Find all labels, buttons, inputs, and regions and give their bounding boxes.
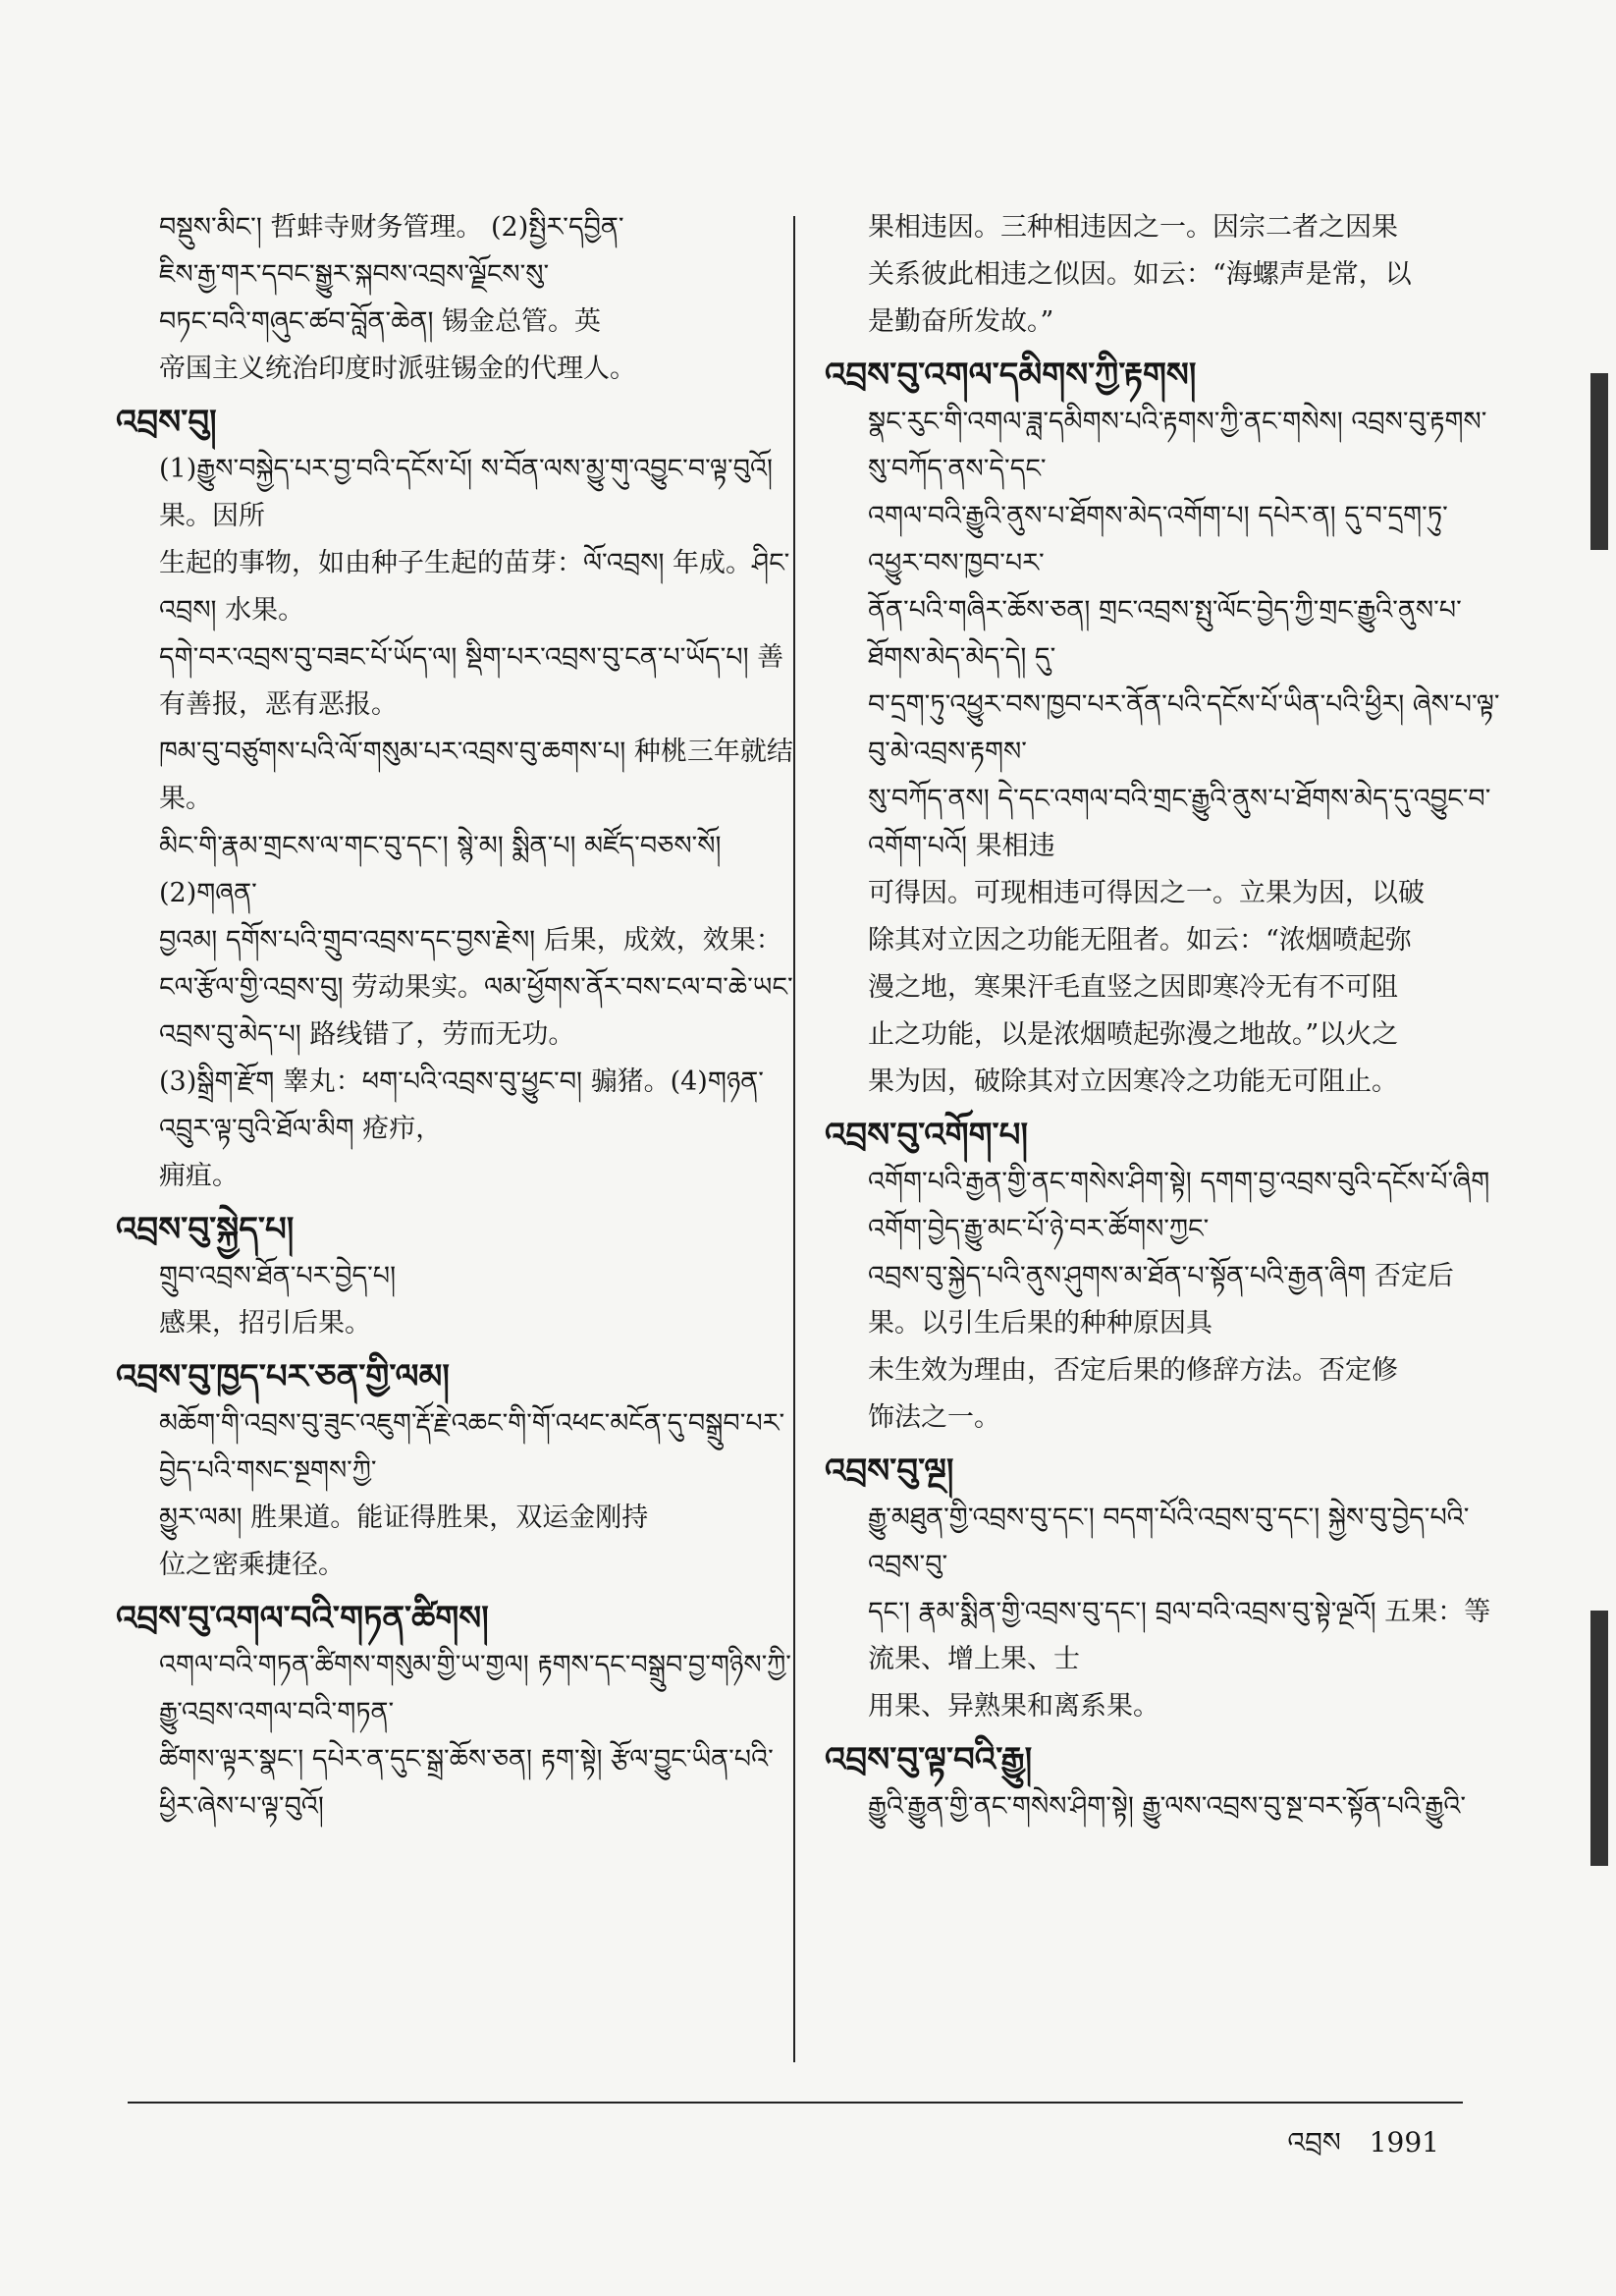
- entry-line: བ་དྲག་ཏུ་འཕྱུར་བས་ཁྱབ་པར་ནོན་པའི་དངོས་པོ་ཡིན་པའི་ཕྱིར། ཞེས་པ་ལྟ་བུ་མེ་འབྲས་རྟགས་: [868, 689, 1500, 767]
- entry-line: སྣང་རུང་གི་འགལ་ཟླ་དམིགས་པའི་རྟགས་ཀྱི་ནང་གསེས། འབྲས་བུ་རྟགས་སུ་བཀོད་ནས་དེ་དང་: [868, 407, 1487, 484]
- entry: [116, 399, 793, 1200]
- entry-line: 是勤奋所发故。”: [868, 306, 1054, 337]
- entry-headword: འབྲས་བུ་སྐྱེད་པ།: [116, 1210, 295, 1249]
- entry: [825, 1112, 1502, 1442]
- entry-line: 痈疽。: [159, 1161, 239, 1191]
- entry-line: 帝国主义统治印度时派驻锡金的代理人。: [159, 354, 636, 384]
- entry-line: ནོན་པའི་གཞིར་ཆོས་ཅན། གྲང་འབྲས་སྤུ་ལོང་བྱེད་ཀྱི་གྲང་རྒྱུའི་ནུས་པ་ཐོགས་མེད་མེད་དེ། དུ་: [868, 595, 1462, 673]
- entry: [825, 204, 1502, 346]
- entry: [825, 1448, 1502, 1730]
- entry-line: 果为因，破除其对立因寒冷之功能无可阻止。: [868, 1066, 1398, 1097]
- entry-headword: འབྲས་བུ་འགལ་བའི་གཏན་ཚིགས།: [116, 1599, 489, 1638]
- entry: [825, 352, 1502, 1106]
- page-number: 1991: [1369, 2126, 1439, 2159]
- entry-line: 可得因。可现相违可得因之一。立果为因，以破: [868, 878, 1425, 908]
- entry-line: 关系彼此相违之似因。如云：“海螺声是常，以: [868, 259, 1412, 290]
- entry-line: དང་། རྣམ་སྨིན་གྱི་འབྲས་བུ་དང་། བྲལ་བའི་འབྲས་བུ་སྟེ་ལྔའོ། 五果：等流果、增上果、士: [868, 1597, 1491, 1674]
- entry-line: ཇིས་རྒྱ་གར་དབང་སྒྱུར་སྐབས་འབྲས་ལྗོངས་སུ་: [159, 259, 550, 290]
- scan-mark: [1590, 373, 1608, 550]
- entry-line: མཆོག་གི་འབྲས་བུ་ཟུང་འཇུག་རྡོ་རྗེ་འཆང་གི་གོ་འཕང་མངོན་དུ་བསྒྲུབ་པར་བྱེད་པའི་གསང་སྔགས་ཀྱི་: [159, 1408, 785, 1486]
- entry-line: ཁམ་བུ་བཙུགས་པའི་ལོ་གསུམ་པར་འབྲས་བུ་ཆགས་པ། 种桃三年就结果。: [159, 737, 793, 814]
- entry-line: 未生效为理由，否定后果的修辞方法。否定修: [868, 1355, 1398, 1386]
- scan-mark: [1590, 1611, 1608, 1866]
- entry-line: འགོག་པའི་རྒྱན་གྱི་ནང་གསེས་ཤིག་སྟེ། དགག་བྱ་འབྲས་བུའི་དངོས་པོ་ཞིག འགོག་བྱེད་རྒྱུ་མང་པོ་ཉེ་བར་ཚོགས་ཀྱང་: [868, 1167, 1490, 1244]
- entry-line: རྒྱུ་མཐུན་གྱི་འབྲས་བུ་དང་། བདག་པོའི་འབྲས་བུ་དང་། སྐྱེས་བུ་བྱེད་པའི་འབྲས་བུ་: [868, 1503, 1470, 1580]
- right-column: [825, 204, 1502, 1836]
- entry-line: 果相违因。三种相违因之一。因宗二者之因果: [868, 212, 1398, 243]
- entry-line: བསྡུས་མིང་། 哲蚌寺财务管理。 (2)སྤྱིར་དབྱིན་: [159, 212, 624, 243]
- entry-headword: འབྲས་བུ་ཁྱད་པར་ཅན་གྱི་ལམ།: [116, 1357, 450, 1396]
- entry-line: 位之密乘捷径。: [159, 1550, 345, 1580]
- entry-line: ངལ་རྩོལ་གྱི་འབྲས་བུ། 劳动果实。ལམ་ཕྱོགས་ནོར་བས་ངལ་བ་ཆེ་ཡང་: [159, 972, 793, 1003]
- entry-line: བྱའམ། དགོས་པའི་གྲུབ་འབྲས་དང་བྱས་རྗེས། 后果，成效，效果：: [159, 925, 782, 956]
- entry: [116, 204, 793, 393]
- entry-line: འབྲས་བུ་མེད་པ། 路线错了，劳而无功。: [159, 1019, 575, 1050]
- column-divider: [793, 216, 795, 2062]
- entry-line: འགལ་བའི་རྒྱུའི་ནུས་པ་ཐོགས་མེད་འགོག་པ། དཔེར་ན། དུ་བ་དྲག་ཏུ་འཕྱུར་བས་ཁྱབ་པར་: [868, 501, 1448, 578]
- entry-line: འབྲས་བུ་སྐྱེད་པའི་ནུས་ཤུགས་མ་ཐོན་པ་སྟོན་པའི་རྒྱན་ཞིག 否定后果。以引生后果的种种原因具: [868, 1261, 1454, 1339]
- entry: [825, 1736, 1502, 1831]
- entry-line: 感果，招引后果。: [159, 1308, 371, 1339]
- entry-line: གྲུབ་འབྲས་ཐོན་པར་བྱེད་པ།: [159, 1261, 397, 1291]
- entry-headword: འབྲས་བུ།: [116, 403, 217, 442]
- entry: [116, 1353, 793, 1589]
- entry-line: དགེ་བར་འབྲས་བུ་བཟང་པོ་ཡོད་ལ། སྡིག་པར་འབྲས་བུ་ངན་པ་ཡོད་པ། 善有善报，恶有恶报。: [159, 642, 784, 720]
- entry-line: ཚིགས་ལྟར་སྣང་། དཔེར་ན་དུང་སྒྲ་ཆོས་ཅན། རྟག་སྟེ། རྩོལ་བྱུང་ཡིན་པའི་ཕྱིར་ཞེས་པ་ལྟ་བུའོ།: [159, 1744, 774, 1822]
- left-column: [116, 204, 793, 1836]
- entry-line: མྱུར་ལམ། 胜果道。能证得胜果，双运金刚持: [159, 1503, 649, 1533]
- binding-edge: [1577, 0, 1616, 2296]
- entry-line: 漫之地，寒果汗毛直竖之因即寒冷无有不可阻: [868, 972, 1398, 1003]
- entry-line: མིང་གི་རྣམ་གྲངས་ལ་གང་བུ་དང་། སྙེ་མ། སྨིན་པ། མཛོད་བཅས་སོ། (2)གཞན་: [159, 831, 722, 908]
- entry-headword: འབྲས་བུ་ལྔ།: [825, 1451, 954, 1491]
- entry-line: རྒྱུའི་རྒྱུན་གྱི་ནང་གསེས་ཤིག་སྟེ། རྒྱུ་ལས་འབྲས་བུ་སྔ་བར་སྟོན་པའི་རྒྱུའི་: [868, 1791, 1467, 1822]
- entry-line: བཏང་བའི་གཞུང་ཚབ་བློན་ཆེན། 锡金总管。英: [159, 306, 602, 337]
- entry-line: (1)རྒྱུས་བསྐྱེད་པར་བྱ་བའི་དངོས་པོ། ས་བོན་ལས་མྱུ་གུ་འབྱུང་བ་ལྟ་བུའོ། 果。因所: [159, 454, 773, 531]
- entry-headword: འབྲས་བུ་འགོག་པ།: [825, 1116, 1028, 1155]
- entry-line: སུ་བཀོད་ནས། དེ་དང་འགལ་བའི་གྲང་རྒྱུའི་ནུས་པ་ཐོགས་མེད་དུ་འབྱུང་བ་འགོག་པའོ། 果相违: [868, 784, 1491, 861]
- entry-line: 饰法之一。: [868, 1402, 1000, 1433]
- entry-line: (3)སྒྲིག་རྫོག 睾丸：ཕག་པའི་འབྲས་བུ་ཕྱུང་བ། 骟猪。(4)གཉན་འབྲུར་ལྟ་བུའི་ཐོལ་མིག 疮疖，: [159, 1066, 764, 1144]
- entry: [116, 1206, 793, 1347]
- entry-line: 止之功能，以是浓烟喷起弥漫之地故。”以火之: [868, 1019, 1399, 1050]
- entry-line: 生起的事物，如由种子生起的苗芽：ལོ་འབྲས། 年成。ཤིང་འབྲས། 水果。: [159, 548, 790, 626]
- entry: [116, 1595, 793, 1831]
- running-head: འབྲས: [1287, 2126, 1341, 2159]
- footer-rule: [128, 2102, 1463, 2104]
- entry-headword: འབྲས་བུ་འགལ་དམིགས་ཀྱི་རྟགས།: [825, 355, 1197, 395]
- entry-line: འགལ་བའི་གཏན་ཚིགས་གསུམ་གྱི་ཡ་གྱལ། རྟགས་དང་བསྒྲུབ་བྱ་གཉིས་ཀྱི་རྒྱུ་འབྲས་འགལ་བའི་གཏན་: [159, 1650, 791, 1727]
- entry-line: 用果、异熟果和离系果。: [868, 1691, 1159, 1722]
- page-footer: [1267, 2111, 1439, 2189]
- entry-line: 除其对立因之功能无阻者。如云：“浓烟喷起弥: [868, 925, 1412, 956]
- entry-headword: འབྲས་བུ་ལྟ་བའི་རྒྱུ།: [825, 1740, 1033, 1779]
